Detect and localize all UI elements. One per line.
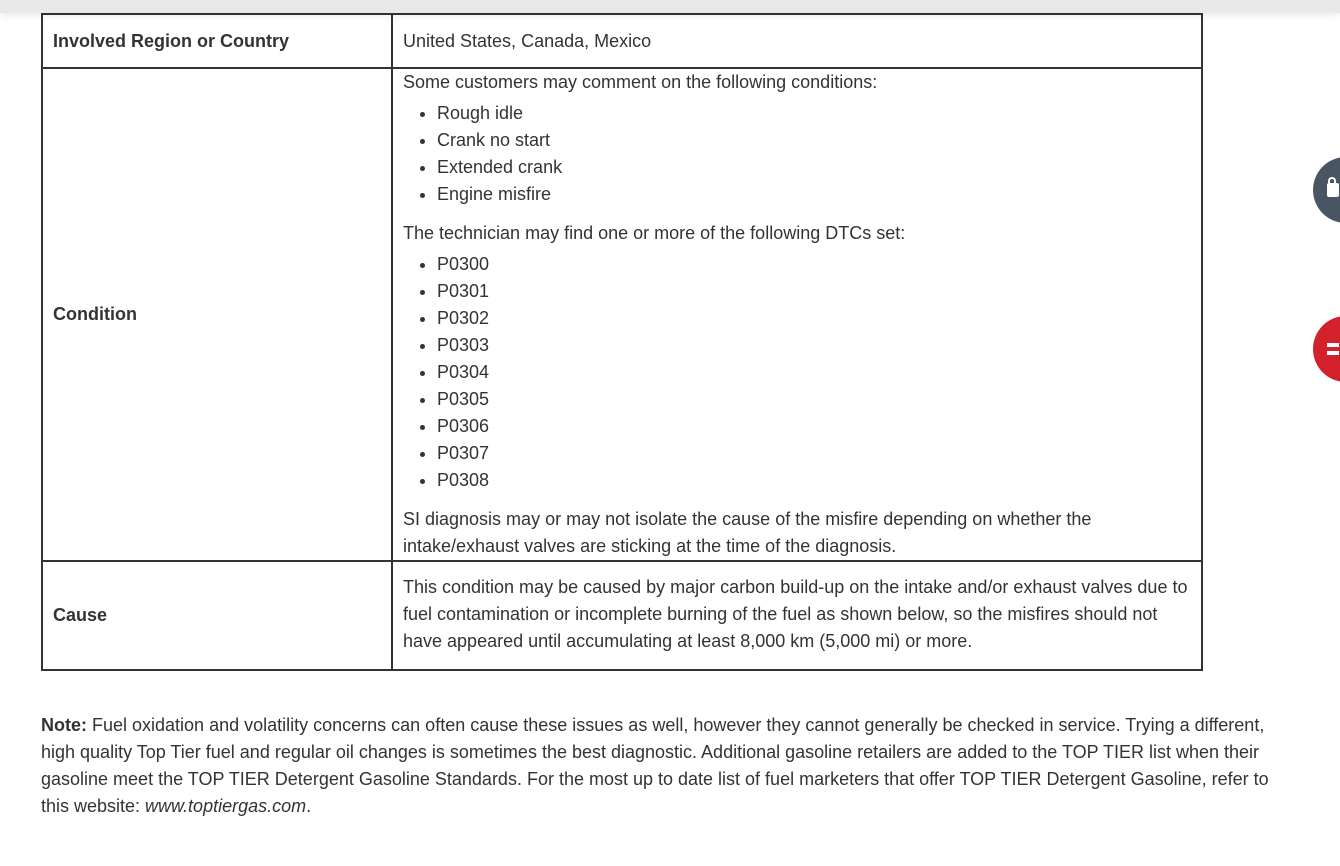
table-row-cause bbox=[42, 561, 1202, 670]
bulletin-content bbox=[41, 13, 1271, 838]
table-row-region bbox=[42, 14, 1202, 68]
cause-value: This condition may be caused by major carbon build-up on the intake and/or exhaust valves due to fuel contamination or incomplete burning of the fuel as shown below, so the misfires should not have appeared until accumulating at least 8,000 km (5,000 mi) or more. bbox=[392, 561, 1202, 670]
menu-icon bbox=[1327, 343, 1339, 355]
region-value: United States, Canada, Mexico bbox=[392, 14, 1202, 68]
condition-intro: Some customers may comment on the following conditions: bbox=[403, 72, 878, 92]
cause-label: Cause bbox=[42, 561, 392, 670]
dtc-intro: The technician may find one or more of the following DTCs set: bbox=[403, 223, 906, 243]
note-suffix: . bbox=[306, 796, 312, 816]
lock-button[interactable] bbox=[1313, 157, 1340, 223]
note-body: Fuel oxidation and volatility concerns can often cause these issues as well, however they cannot generally be checked in service. Trying a different, high quality Top Tier fuel and regular oil changes is sometimes the best diagnostic. Additional gasoline retailers are added to the TOP TIER list when their gasoline meet the TOP TIER Detergent Gasoline Standards. For the most up to date list of fuel marketers that offer TOP TIER Detergent Gasoline, refer to this website: bbox=[41, 715, 1269, 816]
region-label: Involved Region or Country bbox=[42, 14, 392, 68]
list-item: • P0300 bbox=[437, 251, 1191, 278]
list-item: • P0302 bbox=[437, 305, 1191, 332]
list-item: • P0304 bbox=[437, 359, 1191, 386]
lock-icon bbox=[1327, 183, 1339, 197]
list-item: • P0306 bbox=[437, 413, 1191, 440]
list-item: • Rough idle bbox=[437, 100, 1191, 127]
condition-label: Condition bbox=[42, 68, 392, 561]
list-item: • P0303 bbox=[437, 332, 1191, 359]
list-item: • Crank no start bbox=[437, 127, 1191, 154]
list-item: • Extended crank bbox=[437, 154, 1191, 181]
diagnosis-note: SI diagnosis may or may not isolate the cause of the misfire depending on whether the intake/exhaust valves are sticking at the time of the diagnosis. bbox=[403, 509, 1092, 556]
list-item: • Engine misfire bbox=[437, 181, 1191, 208]
condition-list bbox=[403, 100, 1191, 208]
top-bar bbox=[0, 0, 1340, 13]
note-paragraph bbox=[41, 712, 1271, 820]
note-prefix: Note: bbox=[41, 715, 87, 735]
bulletin-table bbox=[41, 13, 1203, 671]
list-item: • P0307 bbox=[437, 440, 1191, 467]
list-item: • P0301 bbox=[437, 278, 1191, 305]
menu-button[interactable] bbox=[1313, 316, 1340, 382]
table-row-condition bbox=[42, 68, 1202, 561]
dtc-list bbox=[403, 251, 1191, 494]
list-item: • P0308 bbox=[437, 467, 1191, 494]
list-item: • P0305 bbox=[437, 386, 1191, 413]
condition-value bbox=[392, 68, 1202, 561]
toptier-link[interactable]: www.toptiergas.com bbox=[145, 796, 307, 816]
